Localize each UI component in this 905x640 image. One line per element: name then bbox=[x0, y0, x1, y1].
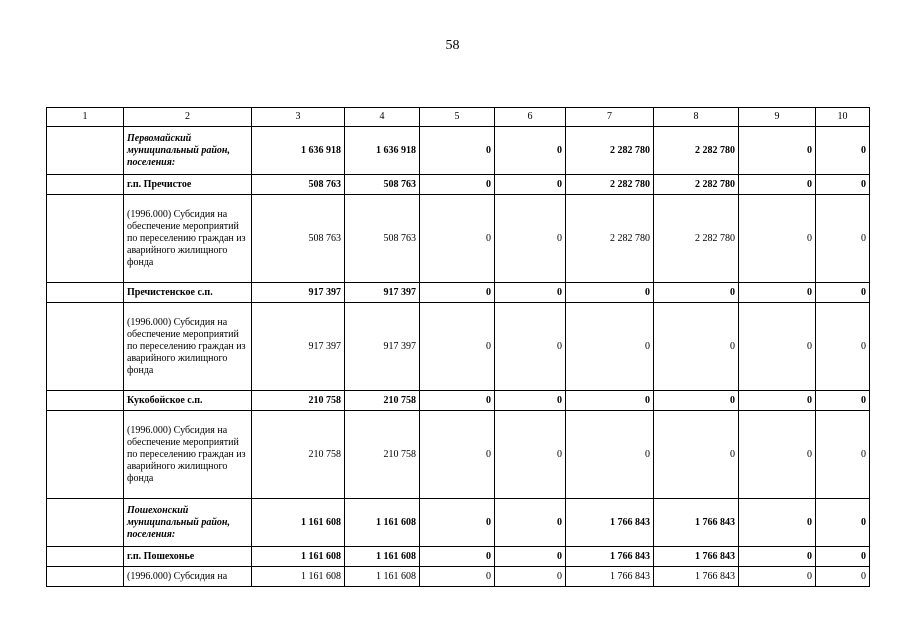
value-cell: 0 bbox=[654, 391, 739, 411]
column-header: 6 bbox=[495, 108, 566, 127]
value-cell: 508 763 bbox=[252, 175, 345, 195]
value-cell: 1 766 843 bbox=[654, 547, 739, 567]
value-cell: 1 161 608 bbox=[345, 547, 420, 567]
value-cell: 2 282 780 bbox=[566, 195, 654, 283]
table-row bbox=[47, 175, 870, 195]
value-cell: 0 bbox=[739, 175, 816, 195]
value-cell: 0 bbox=[566, 411, 654, 499]
value-cell: 0 bbox=[495, 175, 566, 195]
row-name-cell: (1996.000) Субсидия на обеспечение мероприятий по переселению граждан из аварийного жилищного фонда bbox=[124, 411, 252, 499]
value-cell: 210 758 bbox=[345, 411, 420, 499]
value-cell: 0 bbox=[566, 303, 654, 391]
value-cell: 0 bbox=[739, 411, 816, 499]
value-cell: 0 bbox=[420, 127, 495, 175]
value-cell: 1 766 843 bbox=[654, 567, 739, 587]
value-cell: 0 bbox=[495, 127, 566, 175]
value-cell: 0 bbox=[654, 283, 739, 303]
value-cell: 0 bbox=[566, 283, 654, 303]
row-code-cell bbox=[47, 567, 124, 587]
value-cell: 0 bbox=[420, 567, 495, 587]
budget-table bbox=[46, 107, 870, 587]
value-cell: 2 282 780 bbox=[566, 175, 654, 195]
value-cell: 0 bbox=[495, 303, 566, 391]
value-cell: 0 bbox=[816, 303, 870, 391]
value-cell: 508 763 bbox=[345, 175, 420, 195]
value-cell: 1 636 918 bbox=[345, 127, 420, 175]
column-header: 9 bbox=[739, 108, 816, 127]
table-row bbox=[47, 303, 870, 391]
value-cell: 1 161 608 bbox=[252, 547, 345, 567]
row-code-cell bbox=[47, 283, 124, 303]
value-cell: 0 bbox=[816, 391, 870, 411]
value-cell: 2 282 780 bbox=[566, 127, 654, 175]
value-cell: 0 bbox=[420, 547, 495, 567]
table-row bbox=[47, 411, 870, 499]
value-cell: 1 766 843 bbox=[654, 499, 739, 547]
row-name-cell: г.п. Пречистое bbox=[124, 175, 252, 195]
column-header: 7 bbox=[566, 108, 654, 127]
value-cell: 0 bbox=[816, 499, 870, 547]
value-cell: 1 766 843 bbox=[566, 567, 654, 587]
value-cell: 0 bbox=[420, 195, 495, 283]
table-row bbox=[47, 567, 870, 587]
value-cell: 0 bbox=[495, 411, 566, 499]
column-header: 8 bbox=[654, 108, 739, 127]
value-cell: 1 636 918 bbox=[252, 127, 345, 175]
column-header: 10 bbox=[816, 108, 870, 127]
column-header: 4 bbox=[345, 108, 420, 127]
row-code-cell bbox=[47, 303, 124, 391]
value-cell: 0 bbox=[495, 567, 566, 587]
table-header-row bbox=[47, 108, 870, 127]
value-cell: 0 bbox=[816, 283, 870, 303]
value-cell: 0 bbox=[816, 567, 870, 587]
value-cell: 0 bbox=[420, 283, 495, 303]
value-cell: 0 bbox=[420, 175, 495, 195]
value-cell: 0 bbox=[495, 391, 566, 411]
row-name-cell: Кукобойское с.п. bbox=[124, 391, 252, 411]
value-cell: 0 bbox=[495, 195, 566, 283]
row-code-cell bbox=[47, 175, 124, 195]
value-cell: 0 bbox=[816, 195, 870, 283]
value-cell: 0 bbox=[739, 127, 816, 175]
value-cell: 917 397 bbox=[252, 283, 345, 303]
value-cell: 0 bbox=[654, 411, 739, 499]
row-code-cell bbox=[47, 391, 124, 411]
column-header: 2 bbox=[124, 108, 252, 127]
column-header: 3 bbox=[252, 108, 345, 127]
value-cell: 1 161 608 bbox=[252, 499, 345, 547]
value-cell: 210 758 bbox=[345, 391, 420, 411]
row-name-cell: Пречистенское с.п. bbox=[124, 283, 252, 303]
value-cell: 0 bbox=[739, 547, 816, 567]
value-cell: 0 bbox=[739, 283, 816, 303]
value-cell: 0 bbox=[420, 499, 495, 547]
value-cell: 1 161 608 bbox=[252, 567, 345, 587]
value-cell: 0 bbox=[495, 283, 566, 303]
row-name-cell: (1996.000) Субсидия на bbox=[124, 567, 252, 587]
row-name-cell: (1996.000) Субсидия на обеспечение мероприятий по переселению граждан из аварийного жилищного фонда bbox=[124, 303, 252, 391]
value-cell: 0 bbox=[495, 499, 566, 547]
value-cell: 1 161 608 bbox=[345, 567, 420, 587]
value-cell: 0 bbox=[739, 499, 816, 547]
value-cell: 0 bbox=[420, 391, 495, 411]
table-row bbox=[47, 547, 870, 567]
value-cell: 0 bbox=[420, 411, 495, 499]
page-number: 58 bbox=[445, 38, 460, 53]
value-cell: 1 766 843 bbox=[566, 547, 654, 567]
value-cell: 0 bbox=[739, 303, 816, 391]
row-code-cell bbox=[47, 195, 124, 283]
value-cell: 917 397 bbox=[252, 303, 345, 391]
value-cell: 508 763 bbox=[345, 195, 420, 283]
value-cell: 917 397 bbox=[345, 283, 420, 303]
value-cell: 508 763 bbox=[252, 195, 345, 283]
row-code-cell bbox=[47, 547, 124, 567]
value-cell: 2 282 780 bbox=[654, 175, 739, 195]
value-cell: 917 397 bbox=[345, 303, 420, 391]
table-row bbox=[47, 283, 870, 303]
value-cell: 1 766 843 bbox=[566, 499, 654, 547]
column-header: 5 bbox=[420, 108, 495, 127]
table-row bbox=[47, 195, 870, 283]
value-cell: 0 bbox=[816, 127, 870, 175]
value-cell: 2 282 780 bbox=[654, 195, 739, 283]
value-cell: 0 bbox=[495, 547, 566, 567]
value-cell: 0 bbox=[739, 391, 816, 411]
column-header: 1 bbox=[47, 108, 124, 127]
value-cell: 210 758 bbox=[252, 391, 345, 411]
row-code-cell bbox=[47, 127, 124, 175]
table-row bbox=[47, 499, 870, 547]
row-name-cell: г.п. Пошехонье bbox=[124, 547, 252, 567]
row-code-cell bbox=[47, 499, 124, 547]
value-cell: 1 161 608 bbox=[345, 499, 420, 547]
value-cell: 0 bbox=[739, 567, 816, 587]
value-cell: 0 bbox=[420, 303, 495, 391]
value-cell: 0 bbox=[739, 195, 816, 283]
row-name-cell: Первомайский муниципальный район, поселения: bbox=[124, 127, 252, 175]
value-cell: 0 bbox=[816, 175, 870, 195]
table-row bbox=[47, 391, 870, 411]
value-cell: 210 758 bbox=[252, 411, 345, 499]
table-row bbox=[47, 127, 870, 175]
value-cell: 0 bbox=[566, 391, 654, 411]
row-name-cell: Пошехонский муниципальный район, поселения: bbox=[124, 499, 252, 547]
value-cell: 0 bbox=[816, 547, 870, 567]
value-cell: 0 bbox=[654, 303, 739, 391]
value-cell: 0 bbox=[816, 411, 870, 499]
row-name-cell: (1996.000) Субсидия на обеспечение мероприятий по переселению граждан из аварийного жилищного фонда bbox=[124, 195, 252, 283]
value-cell: 2 282 780 bbox=[654, 127, 739, 175]
row-code-cell bbox=[47, 411, 124, 499]
